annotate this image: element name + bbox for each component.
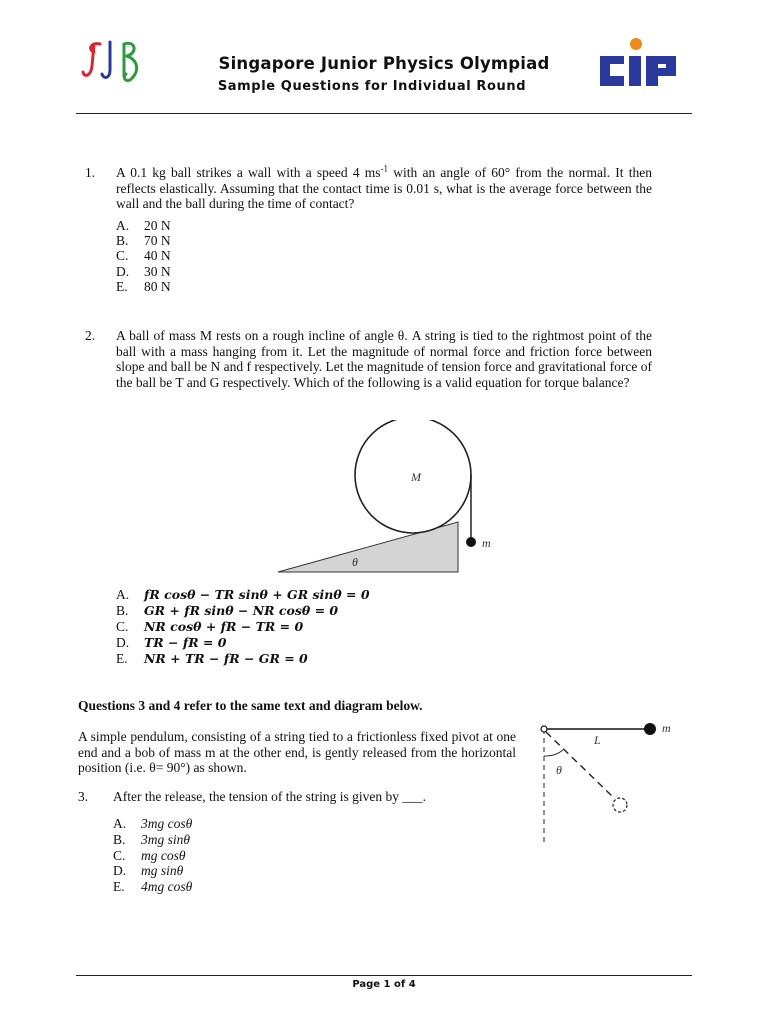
option-d: D. 30 N <box>116 263 171 279</box>
cjp-logo <box>596 36 680 92</box>
question-3-options <box>113 816 192 895</box>
option-d: D. TR − fR = 0 <box>116 635 227 650</box>
pendulum-intro: A simple pendulum, consisting of a string tied to a frictionless fixed pivot at one end and a bob of mass m at the other end, is gently released from the horizontal position (i.e. θ= 90°) as shown. <box>78 729 516 775</box>
option-a: A. 20 N <box>116 218 171 233</box>
option-c: C. mg cosθ <box>113 847 186 863</box>
question-3-number: 3. <box>78 789 89 804</box>
question-2-options <box>116 587 370 667</box>
header-rule <box>76 113 692 114</box>
document-subtitle: Sample Questions for Individual Round <box>217 79 527 94</box>
mass-big-label: M <box>411 470 421 484</box>
option-a: A. 3mg cosθ <box>113 816 193 831</box>
option-e: E. 80 N <box>116 278 171 294</box>
document-title: Singapore Junior Physics Olympiad <box>218 54 550 73</box>
question-1-text: A 0.1 kg ball strikes a wall with a speed 4 $ms^{-1}$ with an angle of 60° from the normal. It then reflects elastically. Assuming that the contact time is 0.01 s, what is the average force between the wall and the ball during the time of contact? <box>116 163 653 211</box>
question-2-text: A ball of mass M rests on a rough incline of angle θ. A string is tied to the rightmost point of the ball with a mass hanging from it. Let the magnitude of normal force and friction force between slope and ball be N and f respectively. Let the magnitude of tension force and gravitational force of the ball be T and G respectively. Which of the following is a valid equation for torque balance? <box>116 328 652 390</box>
option-a: A. fR cosθ − TR sinθ + GR sinθ = 0 <box>116 587 370 602</box>
incline-ball-figure <box>276 420 506 575</box>
question-1-options <box>116 218 171 294</box>
question-3-text: After the release, the tension of the string is given by ___. <box>113 789 427 804</box>
option-e: E. 4mg cosθ <box>113 879 193 895</box>
pendulum-mass-label: m <box>662 721 671 735</box>
pendulum-angle-label: θ <box>556 763 562 777</box>
option-c: C. NR cosθ + fR − TR = 0 <box>116 619 304 634</box>
section-heading: Questions 3 and 4 refer to the same text and diagram below. <box>78 698 423 713</box>
angle-label: θ <box>352 555 358 569</box>
mass-small-label: m <box>482 536 491 550</box>
question-2-number: 2. <box>85 328 96 343</box>
footer-rule <box>76 975 692 976</box>
option-e: E. NR + TR − fR − GR = 0 <box>116 651 308 666</box>
option-b: B. 3mg sinθ <box>113 831 191 847</box>
pendulum-length-label: L <box>594 733 601 747</box>
option-c: C. 40 N <box>116 248 171 264</box>
option-b: B. GR + fR sinθ − NR cosθ = 0 <box>116 603 339 618</box>
page-number: Page 1 of 4 <box>352 979 416 990</box>
option-b: B. 70 N <box>116 233 171 249</box>
pendulum-figure <box>532 716 682 846</box>
question-1-number: 1. <box>85 165 96 180</box>
option-d: D. mg sinθ <box>113 863 184 879</box>
